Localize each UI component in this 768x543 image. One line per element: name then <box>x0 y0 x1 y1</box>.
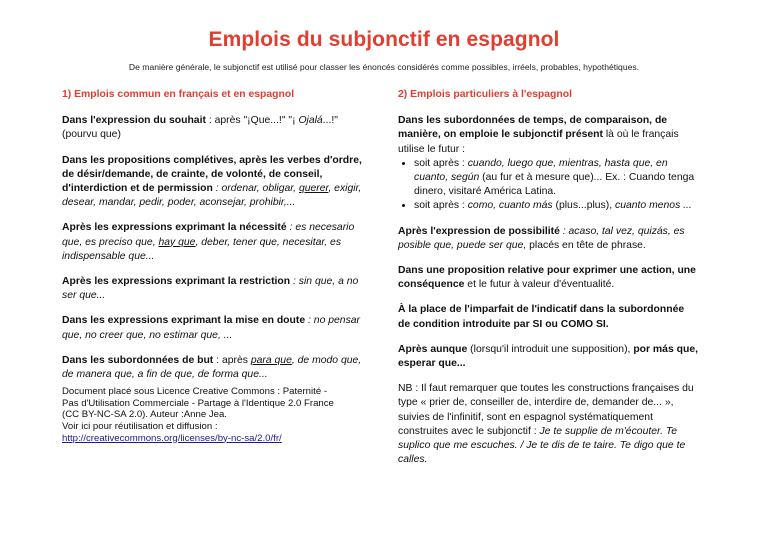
temps-item-1-ital: cuando, luego que, mientras, hasta que, en cuanto, según <box>414 157 668 184</box>
license-link[interactable]: http://creativecommons.org/licenses/by-nc-sa/2.0/fr/ <box>62 432 282 444</box>
souhait-text1: : après "¡Que...!" "¡ <box>205 115 299 127</box>
aunque-text: (lorsqu'il introduit une supposition), <box>467 343 634 355</box>
aunque-bold: Après aunque <box>398 343 468 355</box>
temps-block <box>398 114 698 213</box>
but-bold: Dans les subordonnées de but <box>62 354 214 366</box>
right-column <box>398 88 698 478</box>
necessite-ital2: , deber, tener que, necesitar, es indispensable que... <box>62 236 342 262</box>
completives-ital2: , exigir, desear, mandar, pedir, poder, aconsejar, prohibir,... <box>62 183 362 209</box>
necessite-ital1: : es necesario que, es preciso que, <box>62 222 355 248</box>
restriction-block <box>62 275 362 303</box>
nb-text: NB : Il faut remarquer que toutes les constructions françaises du type « prier de, conseiller de, interdire de, demander de... », suivies de l'infinitif, sont en espagnol systématiquement construites avec le subjonctif : <box>398 383 694 437</box>
temps-item-1 <box>414 157 698 200</box>
nb-block <box>398 382 698 467</box>
left-heading: 1) Emplois commun en français et en espagnol <box>62 89 295 100</box>
left-column <box>62 88 362 444</box>
doute-bold: Dans les expressions exprimant la mise en doute <box>62 315 306 327</box>
but-underline: para que <box>250 354 292 366</box>
imparfait-bold: À la place de l'imparfait de l'indicatif dans la subordonnée de condition introduite par SI ou COMO SI. <box>398 304 685 330</box>
temps-bold: Dans les subordonnées de temps, de comparaison, de manière, on emploie le subjonctif présent <box>398 115 668 141</box>
temps-item-2 <box>414 199 698 213</box>
doute-block <box>62 314 362 342</box>
restriction-bold: Après les expressions exprimant la restriction <box>62 276 291 288</box>
souhait-block <box>62 114 362 142</box>
temps-item-2-mid: (plus...plus), <box>552 200 615 212</box>
completives-bold: Dans les propositions complétives, après les verbes d'ordre, de désir/demande, de crainte, de volonté, de conseil, d'interdiction et de permission <box>62 154 362 195</box>
relative-block <box>398 264 698 292</box>
relative-text: et le futur à valeur d'éventualité. <box>464 279 615 291</box>
completives-block <box>62 154 362 211</box>
possibilite-bold: Après l'expression de possibilité <box>398 225 560 237</box>
relative-bold: Dans une proposition relative pour exprimer une action, une conséquence <box>398 265 696 291</box>
right-heading: 2) Emplois particuliers à l'espagnol <box>398 89 572 100</box>
completives-underline: querer <box>298 183 329 195</box>
license-block <box>62 386 362 444</box>
completives-ital1: : ordenar, obligar, <box>212 183 299 195</box>
necessite-bold: Après les expressions exprimant la nécessité <box>62 222 287 234</box>
but-block <box>62 354 362 382</box>
souhait-text2: ...!" (pourvu que) <box>62 115 338 141</box>
temps-item-2-ital: como, cuanto más <box>467 200 553 212</box>
temps-item-2-ital2: cuanto menos ... <box>615 200 692 212</box>
temps-item-1-post: (au fur et à mesure que)... Ex. : Cuando tenga dinero, visitaré América Latina. <box>414 172 695 198</box>
souhait-bold: Dans l'expression du souhait <box>62 115 206 127</box>
license-line-1: Document placé sous Licence Creative Commons : Paternité - <box>62 386 328 398</box>
necessite-block <box>62 221 362 264</box>
restriction-ital: : sin que, a no ser que... <box>62 276 359 302</box>
imparfait-block <box>398 303 698 331</box>
page-title: Emplois du subjonctif en espagnol <box>208 28 560 51</box>
license-line-3: (CC BY-NC-SA 2.0). Auteur :Anne Jea. <box>62 409 227 421</box>
aunque-bold-2: por más que, esperar que... <box>398 343 698 370</box>
doute-ital: : no pensar que, no creer que, no estimar que, ... <box>62 315 361 341</box>
but-ital: , de modo que, de manera que, a fin de que, de forma que... <box>62 354 362 381</box>
temps-item-2-pre: soit après : <box>414 200 468 212</box>
temps-list <box>398 157 698 214</box>
license-line-2: Pas d'Utilisation Commerciale - Partage à l'Identique 2.0 France <box>62 397 334 409</box>
possibilite-ital: : acaso, tal vez, quizás, es posible que, puede ser que, <box>398 225 685 251</box>
aunque-block <box>398 343 698 371</box>
possibilite-text: placés en tête de phrase. <box>526 239 646 251</box>
but-text: : après <box>213 354 251 366</box>
possibilite-block <box>398 225 698 253</box>
souhait-ital: Ojalá <box>298 115 323 127</box>
necessite-underline: hay que <box>158 236 196 248</box>
nb-ital: Je te supplie de m'écouter. Te suplico que me escuches. / Je te dis de te taire. Te digo que te calles. <box>398 425 686 466</box>
temps-text: là où le français utilise le futur : <box>398 129 679 155</box>
intro-text: De manière générale, le subjonctif est utilisé pour classer les énoncés considérés comme possibles, irréels, probables, hypothétiques. <box>128 62 640 72</box>
temps-item-1-pre: soit après : <box>414 157 468 169</box>
license-line-4: Voir ici pour réutilisation et diffusion : <box>62 421 218 433</box>
